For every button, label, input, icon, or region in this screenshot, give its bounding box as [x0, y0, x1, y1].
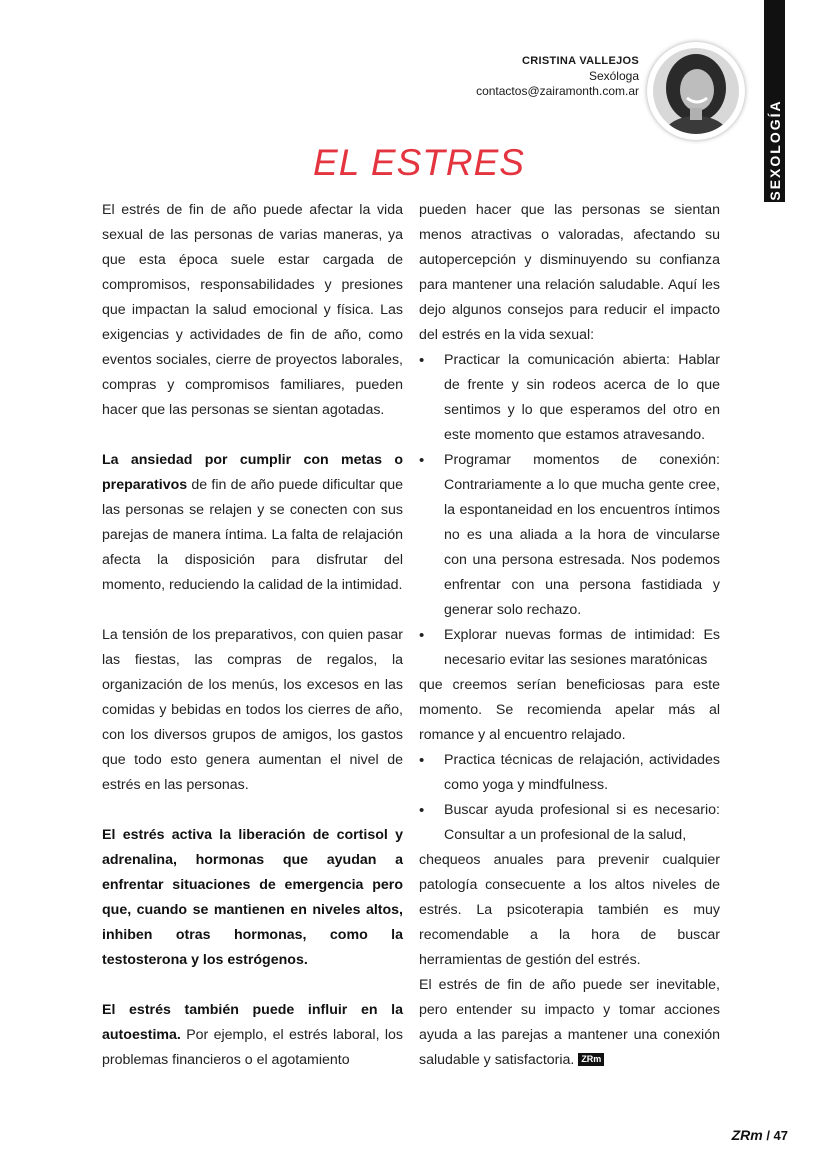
tip-text: Practicar la comunicación abierta: Hablar de frente y sin rodeos acerca de lo que sentimos y lo que esperamos del otro en este momento que estamos atravesando. [444, 352, 720, 443]
paragraph-4 [102, 823, 403, 973]
list-item [419, 798, 720, 973]
tip-text: Buscar ayuda profesional si es necesario: Consultar a un profesional de la salud, [444, 802, 720, 843]
paragraph-2-body: de fin de año puede dificultar que las personas se relajen y se conecten con sus parejas de manera íntima. La falta de relajación afecta la disposición para disfrutar del momento, reduciendo la calidad de la intimidad. [102, 477, 403, 593]
tip-text: Explorar nuevas formas de intimidad: Es necesario evitar las sesiones maratónicas [444, 627, 720, 668]
paragraph-1: El estrés de fin de año puede afectar la vida sexual de las personas de varias maneras, ya que esta época suele estar cargada de compromisos, responsabilidades y presiones que impactan la salud emocional y física. Las exigencias y actividades de fin de año, como eventos sociales, cierre de proyectos laborales, compras y compromisos familiares, pueden hacer que las personas se sientan agotadas. [102, 202, 403, 418]
author-role: Sexóloga [588, 69, 639, 83]
author-block [476, 54, 639, 99]
left-column [102, 198, 403, 1073]
tip-text: Programar momentos de conexión: Contrariamente a lo que mucha gente cree, la espontaneidad en los encuentros íntimos no es una aliada a la hora de vincularse con una persona estresada. Nos podemos enfrentar con una persona fastidiada y generar solo rechazo. [444, 452, 720, 618]
paragraph-2 [102, 448, 403, 598]
brand-mark: ZRm [731, 1127, 763, 1143]
list-item [419, 623, 720, 748]
closing-text: El estrés de fin de año puede ser inevitable, pero entender su impacto y tomar acciones ayuda a las parejas a mantener una conexión saludable y satisfactoria. [419, 977, 720, 1068]
paragraph-5-lead: El estrés también puede influir en la autoestima. [102, 1002, 403, 1043]
right-intro: pueden hacer que las personas se sientan menos atractivas o valoradas, afectando su autopercepción y disminuyendo su confianza para mantener una relación saludable. Aquí les dejo algunos consejos para reducir el impacto del estrés en la vida sexual: [419, 202, 720, 343]
paragraph-3: La tensión de los preparativos, con quien pasar las fiestas, las compras de regalos, la organización de los menús, los excesos en las comidas y bebidas en todos los cierres de año, con los diversos grupos de amigos, los gastos que todo esto genera aumentan el nivel de estrés en las personas. [102, 627, 403, 793]
tip-text: Practica técnicas de relajación, actividades como yoga y mindfulness. [444, 752, 720, 793]
right-column [419, 198, 720, 1073]
page-number [732, 1127, 788, 1143]
tip-continuation: que creemos serían beneficiosas para este momento. Se recomienda apelar más al romance y al encuentro relajado. [419, 677, 720, 743]
section-label: SEXOLOGÍA [766, 99, 783, 201]
page-number-text: / 47 [766, 1128, 788, 1143]
paragraph-4-lead: El estrés activa la liberación de cortisol y adrenalina, hormonas que ayudan a enfrentar situaciones de emergencia pero que, cuando se mantienen en niveles altos, inhiben otras hormonas, como la testosterona y los estrógenos. [102, 827, 403, 968]
tip-continuation: chequeos anuales para prevenir cualquier patología consecuente a los altos niveles de estrés. La psicoterapia también es muy recomendable a la hora de buscar herramientas de gestión del estrés. [419, 852, 720, 968]
zr-logo-icon: ZRm [578, 1053, 604, 1066]
paragraph-5-body: Por ejemplo, el estrés laboral, los problemas financieros o el agotamiento [102, 1027, 403, 1068]
list-item [419, 748, 720, 798]
tips-list [419, 348, 720, 973]
list-item [419, 448, 720, 623]
author-email: contactos@zairamonth.com.ar [476, 84, 639, 98]
author-photo-icon [653, 48, 739, 134]
author-name: CRISTINA VALLEJOS [522, 55, 639, 67]
list-item [419, 348, 720, 448]
paragraph-5 [102, 998, 403, 1073]
author-avatar [647, 42, 745, 140]
page-title: EL ESTRES [313, 142, 525, 183]
closing-paragraph [419, 973, 720, 1073]
paragraph-2-lead: La ansiedad por cumplir con metas o preparativos [102, 452, 403, 493]
